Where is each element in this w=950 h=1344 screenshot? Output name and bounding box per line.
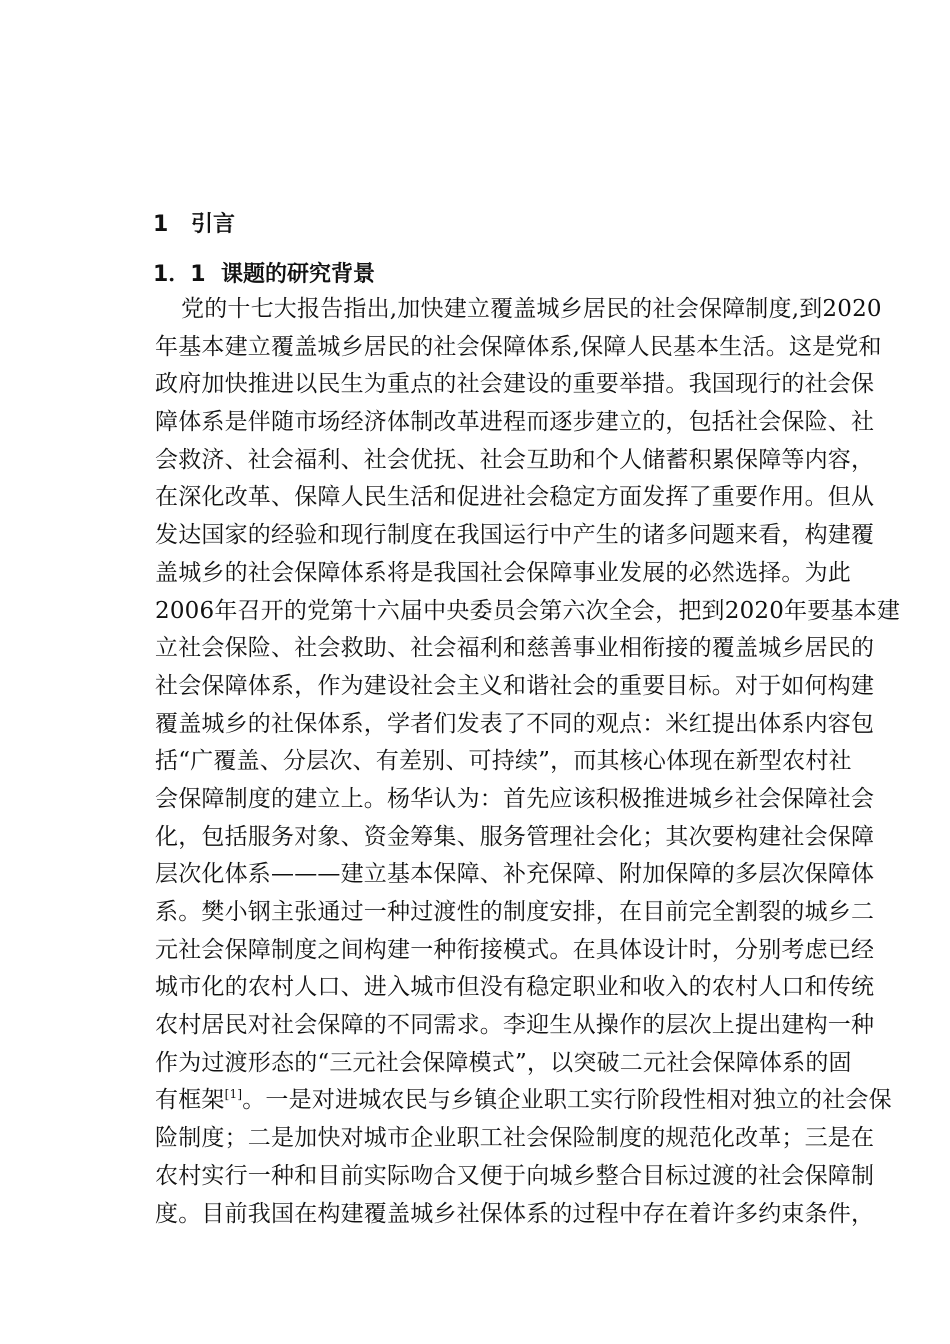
line-text-before-reference: 有框架	[155, 1087, 225, 1114]
paragraph-line: 发达国家的经验和现行制度在我国运行中产生的诸多问题来看，构建覆	[155, 522, 875, 549]
paragraph-line: 元社会保障制度之间构建一种衔接模式。在具体设计时，分别考虑已经	[155, 936, 875, 963]
subsection-title: 课题的研究背景	[221, 262, 376, 287]
paragraph-line: 作为过渡形态的“三元社会保障模式”，以突破二元社会保障体系的固	[155, 1049, 852, 1076]
paragraph-line: 党的十七大报告指出,加快建立覆盖城乡居民的社会保障制度,到2020	[181, 296, 882, 322]
paragraph-line: 会救济、社会福利、社会优抚、社会互助和个人储蓄积累保障等内容，	[155, 446, 875, 473]
paragraph-line: 年基本建立覆盖城乡居民的社会保障体系,保障人民基本生活。这是党和	[155, 333, 882, 360]
paragraph-line: 险制度；二是加快对城市企业职工社会保险制度的规范化改革；三是在	[155, 1125, 875, 1152]
paragraph-line: 层次化体系———建立基本保障、补充保障、附加保障的多层次保障体	[155, 861, 875, 888]
paragraph-line: 盖城乡的社会保障体系将是我国社会保障事业发展的必然选择。为此	[155, 559, 851, 586]
paragraph-line: 括“广覆盖、分层次、有差别、可持续”，而其核心体现在新型农村社	[155, 748, 852, 775]
paragraph-line: 系。樊小钢主张通过一种过渡性的制度安排，在目前完全割裂的城乡二	[155, 899, 875, 925]
line-text-after-reference: 。一是对进城农民与乡镇企业职工实行阶段性相对独立的社会保	[242, 1087, 892, 1114]
paragraph-line: 社会保障体系，作为建设社会主义和谐社会的重要目标。对于如何构建	[155, 672, 875, 699]
paragraph-line: 2006年召开的党第十六届中央委员会第六次全会，把到2020年要基本建	[155, 597, 901, 624]
paragraph-line: 在深化改革、保障人民生活和促进社会稳定方面发挥了重要作用。但从	[155, 484, 875, 511]
paragraph-line: 农村实行一种和目前实际吻合又便于向城乡整合目标过渡的社会保障制	[155, 1162, 875, 1189]
section-number: 1	[153, 212, 169, 237]
subsection-number: 1．1	[153, 262, 206, 287]
body-paragraph	[155, 291, 901, 1233]
paragraph-line: 覆盖城乡的社保体系，学者们发表了不同的观点：米红提出体系内容包	[155, 710, 875, 737]
reference-marker[interactable]: [1]	[224, 1087, 243, 1102]
paragraph-line: 障体系是伴随市场经济体制改革进程而逐步建立的，包括社会保险、社	[155, 409, 875, 436]
paragraph-line: 政府加快推进以民生为重点的社会建设的重要举措。我国现行的社会保	[155, 371, 875, 398]
section-heading	[153, 212, 235, 238]
paragraph-line: 化，包括服务对象、资金筹集、服务管理社会化；其次要构建社会保障	[155, 823, 875, 850]
subsection-heading	[153, 262, 375, 288]
paragraph-line: 城市化的农村人口、进入城市但没有稳定职业和收入的农村人口和传统	[155, 974, 875, 1001]
paragraph-line: 度。目前我国在构建覆盖城乡社保体系的过程中存在着许多约束条件，	[155, 1200, 875, 1227]
paragraph-line: 农村居民对社会保障的不同需求。李迎生从操作的层次上提出建构一种	[155, 1012, 875, 1039]
section-title: 引言	[191, 212, 236, 237]
paragraph-line-with-reference	[155, 1082, 892, 1120]
paragraph-line: 立社会保险、社会救助、社会福利和慈善事业相衔接的覆盖城乡居民的	[155, 635, 875, 662]
paragraph-line: 会保障制度的建立上。杨华认为：首先应该积极推进城乡社会保障社会	[155, 785, 875, 812]
